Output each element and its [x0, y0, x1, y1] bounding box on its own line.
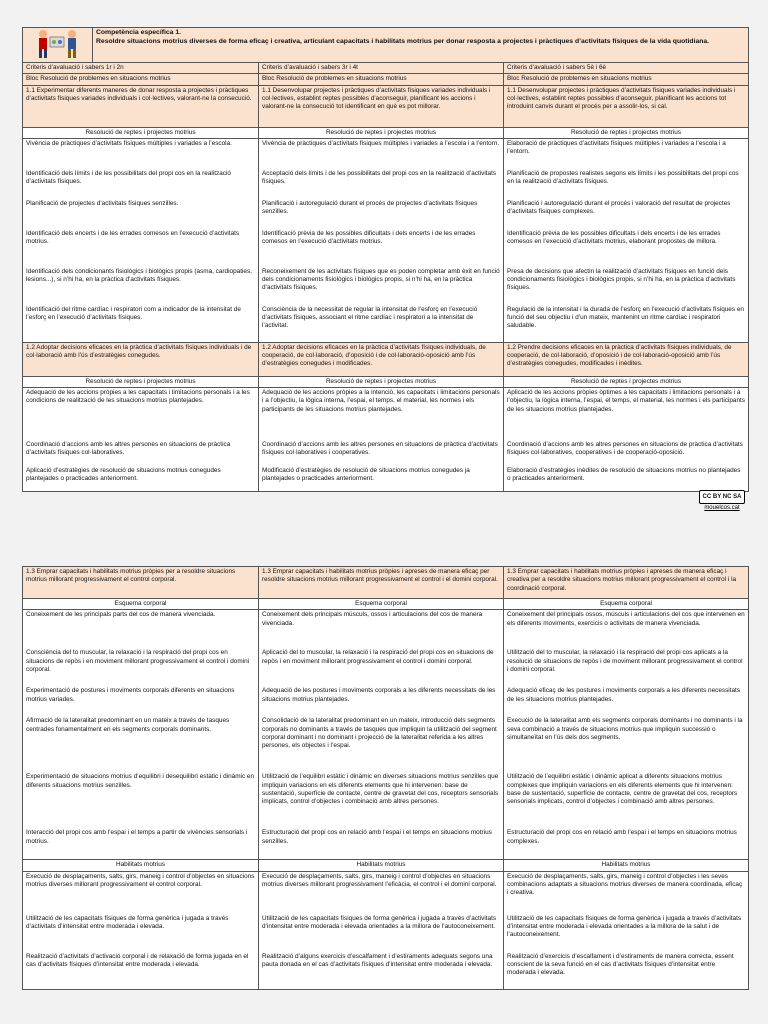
- section-reptes-b2: Resolució de reptes i projectes motrius: [259, 376, 504, 387]
- sabers-1-1-col2: [259, 138, 504, 342]
- list-item: Coordinació d’accions amb les altres persones en situacions de pràctica d’activitats físiques col·laboratives, cooperatives i de cooperació-oposició.: [507, 441, 743, 457]
- top-table-wrapper: [22, 27, 748, 492]
- competence-title: Competència específica 1.: [96, 29, 181, 36]
- section-reptes-1: Resolució de reptes i projectes motrius: [23, 127, 259, 138]
- list-item: Consolidació de la lateralitat predominant en un mateix, introducció dels segments corporals no dominants a través de tasques que impliquin la utilització del segment corporal dominant i no dominant i projecció de la lateralitat referida a les altres persones, els objectes i l’espai.: [262, 717, 497, 750]
- list-item: Utilització de les capacitats físiques de forma genèrica i jugada a través d’activitats d’intensitat entre moderada i elevada.: [26, 914, 229, 930]
- list-item: Acceptació dels límits i de les possibilitats del propi cos en la realització d’activitats físiques.: [262, 169, 497, 186]
- section-esquema-2: Esquema corporal: [259, 599, 504, 610]
- sabers-habilitats-col2: [259, 871, 504, 989]
- list-item: Utilització de l’equilibri estàtic i dinàmic aplicat a diferents situacions motrius complexes que impliquin variacions en els diferents elements que hi intervenen: base de sustentació, superfície de contacte, centre de gravetat del cos, receptors sensorials implicats, control d’objectes i combinació amb altres persones.: [507, 773, 738, 806]
- list-item: Realització d’activitats d’activació corporal i de relaxació de forma jugada en el cas d’activitats físiques d’intensitat entre moderada i elevada.: [26, 952, 249, 968]
- section-habilitats-2: Habilitats motrius: [259, 860, 504, 871]
- criterion-1-3-col3: 1.3 Emprar capacitats i habilitats motrius pròpies i apreses de manera eficaç i creativa per a resoldre situacions motrius millorant progressivament el control i la coordinació corporal.: [504, 567, 749, 599]
- list-item: Regulació de la intensitat i la durada de l’esforç en l’execució d’activitats físiques en funció del seu objectiu i d’un mateix, mantenint un ritme cardíac i respiratori saludable.: [507, 305, 744, 330]
- website-link[interactable]: mouelcos.cat: [704, 505, 740, 511]
- list-item: Interacció del propi cos amb l’espai i el temps a partir de vivències sensorials i motrius.: [26, 829, 248, 845]
- sabers-esquema-col3: [504, 610, 749, 860]
- list-item: Coneixement dels principals músculs, ossos i articulacions del cos de manera vivenciada.: [262, 611, 483, 627]
- section-reptes-b1: Resolució de reptes i projectes motrius: [23, 376, 259, 387]
- list-item: Coneixement de les principals parts del cos de manera vivenciada.: [26, 611, 216, 619]
- list-item: Coordinació d’accions amb les altres persones en situacions de pràctica d’activitats físiques col·laboratives i cooperatives.: [262, 441, 498, 457]
- list-item: Elaboració d’estratègies inèdites de resolució de situacions motrius no plantejades o practicades anteriorment.: [507, 467, 741, 483]
- criterion-1-1-col3: 1.1 Desenvolupar projectes i pràctiques d’activitats físiques variades individuals i col·lectives, establint reptes possibles d’aconseguir, planificant les accions tot introduint canvis durant el procés per a assolir-los, si cal.: [504, 85, 749, 127]
- list-item: Identificació prèvia de les possibles dificultats i dels encerts i de les errades comesos en l’execució d’activitats motrius, elaborant propostes de millora.: [507, 229, 721, 246]
- list-item: Adequació de les accions pròpies a la intenció, les capacitats i limitacions personals i a l’objectiu, la lògica interna, l’espai, el temps, el material, les normes i els participants de les situacions motrius plantejades.: [262, 389, 500, 413]
- list-item: Modificació d’estratègies de resolució de situacions motrius conegudes ja plantejades o practicades anteriorment.: [262, 467, 470, 483]
- section-esquema-3: Esquema corporal: [504, 599, 749, 610]
- sabers-1-2-col3: [504, 388, 749, 492]
- list-item: Experimentació de postures i moviments corporals diferents en situacions motrius variades.: [26, 687, 235, 703]
- list-item: Coordinació d’accions amb les altres persones en situacions de pràctica d’activitats físiques col·laboratives.: [26, 441, 231, 457]
- list-item: Adequació de les postures i moviments corporals a les diferents necessitats de les situacions motrius plantejades.: [262, 687, 496, 703]
- list-item: Experimentació de situacions motrius d’equilibri i desequilibri estàtic i dinàmic en diferents situacions motrius senzilles.: [26, 773, 255, 789]
- criteria-header-1-2: Criteris d’avaluació i sabers 1r i 2n: [23, 63, 259, 74]
- criterion-1-3-col1: 1.3 Emprar capacitats i habilitats motrius pròpies per a resoldre situacions motrius millorant progressivament el control corporal.: [23, 567, 259, 599]
- competence-header: [93, 28, 749, 63]
- section-reptes-b3: Resolució de reptes i projectes motrius: [504, 376, 749, 387]
- list-item: Estructuració del propi cos en relació amb l’espai i el temps en situacions motrius senzilles.: [262, 829, 492, 845]
- list-item: Estructuració del propi cos en relació amb l’espai i el temps en situacions motrius complexes.: [507, 829, 737, 845]
- section-esquema-1: Esquema corporal: [23, 599, 259, 610]
- list-item: Identificació dels condicionants fisiològics i biològics propis (asma, cardiopaties, lesions...), si n’hi ha, en la pràctica d’activitats físiques.: [26, 267, 252, 284]
- list-item: Utilització de l’equilibri estàtic i dinàmic en diverses situacions motrius senzilles que impliquin variacions en els diferents elements que hi intervenen: base de sustentació, superfície de contacte, centre de gravetat del cos, receptors sensorials implicats, control d’objectes i combinació amb altres persones.: [262, 773, 499, 806]
- list-item: Planificació de propostes realistes segons els límits i les possibilitats del propi cos en la realització d’activitats físiques.: [507, 169, 739, 186]
- sabers-1-2-col2: [259, 388, 504, 492]
- list-item: Realització d’alguns exercicis d’escalfament i d’estiraments adequats segons una pauta donada en el cas d’activitats físiques d’intensitat entre moderada i elevada.: [262, 952, 493, 968]
- creative-commons-license: [698, 485, 746, 511]
- competence-description: Resoldre situacions motrius diverses de forma eficaç i creativa, articulant capacitats i habilitats motrius per donar resposta a projectes i pràctiques d’activitats físiques de la vida quotidiana.: [96, 37, 710, 45]
- children-logo-icon: [23, 28, 92, 62]
- list-item: Identificació del ritme cardíac i respiratori com a indicador de la intensitat de l’esforç en l’execució d’activitats físiques.: [26, 305, 241, 322]
- section-reptes-2: Resolució de reptes i projectes motrius: [259, 127, 504, 138]
- list-item: Realització d’exercicis d’escalfament i d’estiraments de manera correcta, essent conscient de la seva funció en el cas d’activitats físiques d’intensitat entre moderada i elevada.: [507, 952, 734, 977]
- sabers-1-1-col1: [23, 138, 259, 342]
- list-item: Utilització de les capacitats físiques de forma genèrica i jugada a través d’activitats d’intensitat entre moderada i elevada orientades a la millora de la salut i de l’autoconeixement.: [507, 914, 742, 939]
- list-item: Aplicació del to muscular, la relaxació i la respiració del propi cos en situacions de repòs i en moviment millorant progressivament el control i domini corporal.: [262, 649, 494, 665]
- bottom-table-wrapper: [22, 566, 748, 990]
- sabers-habilitats-col3: [504, 871, 749, 989]
- list-item: Aplicació d’estratègies de resolució de situacions motrius conegudes plantejades o practicades anteriorment.: [26, 467, 221, 483]
- list-item: Planificació de projectes d’activitats físiques senzilles.: [26, 199, 179, 207]
- section-reptes-3: Resolució de reptes i projectes motrius: [504, 127, 749, 138]
- list-item: Elaboració de pràctiques d’activitats físiques múltiples i variades a l’escola i a l’entorn.: [507, 139, 726, 156]
- list-item: Afirmació de la lateralitat predominant en un mateix a través de tasques centrades fonamentalment en els segments corporals dominants.: [26, 717, 230, 733]
- list-item: Aplicació de les accions pròpies òptimes a les capacitats i limitacions personals i a l’objectiu, la lògica interna, l’espai, el temps, el material, les normes i els participants de les situacions motrius plantejades.: [507, 389, 745, 413]
- section-habilitats-3: Habilitats motrius: [504, 860, 749, 871]
- logo-cell: [23, 28, 93, 63]
- list-item: Execució de desplaçaments, salts, girs, maneig i control d’objectes en situacions motrius diverses millorant progressivament l’eficàcia, el control i el domini corporal.: [262, 872, 497, 888]
- list-item: Identificació prèvia de les possibles dificultats i dels encerts i de les errades comesos en l’execució d’activitats motrius.: [262, 229, 476, 246]
- list-item: Adequació de les accions pròpies a les capacitats i limitacions personals i a les condicions de realització de les situacions motrius plantejades.: [26, 389, 250, 405]
- list-item: Coneixement del principals ossos, músculs i articulacions del cos que intervenen en els diferents moviments, exercicis o activitats de manera vivenciada.: [507, 611, 745, 627]
- section-habilitats-1: Habilitats motrius: [23, 860, 259, 871]
- list-item: Presa de decisions que afectin la realització d’activitats físiques en funció dels condicionaments fisiològics i biològics propis, si n’hi ha, en la pràctica d’activitats físiques.: [507, 267, 736, 292]
- list-item: Execució de la lateralitat amb els segments corporals dominants i no dominants i la seva combinació a través de situacions motrius que impliquin successió o simultaneïtat en l’ús dels dos segments.: [507, 717, 743, 741]
- criterion-1-2-col3: 1.2 Prendre decisions eficaces en la pràctica d’activitats físiques individuals, de cooperació, de col·laboració, d’oposició i de col·laboració-oposició amb l’ús d’estratègies conegudes, modificades i inèdites.: [504, 342, 749, 376]
- sabers-1-2-col1: [23, 388, 259, 492]
- bloc-label-1: Bloc Resolució de problemes en situacions motrius: [23, 74, 259, 85]
- list-item: Execució de desplaçaments, salts, girs, maneig i control d’objectes en situacions motrius diverses millorant progressivament el control corporal.: [26, 872, 255, 888]
- list-item: Adequació eficaç de les postures i moviments corporals a les diferents necessitats de les situacions motrius plantejades.: [507, 687, 741, 703]
- sabers-habilitats-col1: [23, 871, 259, 989]
- list-item: Vivència de pràctiques d’activitats físiques múltiples i variades a l’escola.: [26, 139, 232, 147]
- criterion-1-1-col1: 1.1 Experimentar diferents maneres de donar resposta a projectes i pràctiques d’activitats físiques variades individuals i col·lectives, valorant-ne la consecució.: [23, 85, 259, 127]
- list-item: Identificació dels encerts i de les errades comesos en l’execució d’activitats motrius.: [26, 229, 240, 246]
- bloc-label-3: Bloc Resolució de problemes en situacions motrius: [504, 74, 749, 85]
- list-item: Execució de desplaçaments, salts, girs, maneig i control d’objectes i les seves combinacions adaptats a situacions motrius diverses de manera coordinada, eficaç i creativa.: [507, 872, 743, 897]
- sabers-1-1-col3: [504, 138, 749, 342]
- list-item: Utilització de les capacitats físiques de forma genèrica i jugada a través d’activitats d’intensitat entre moderada i elevada orientades a la millora de l’autoconeixement.: [262, 914, 497, 930]
- list-item: Identificació dels límits i de les possibilitats del propi cos en la realització d’activitats físiques.: [26, 169, 231, 186]
- list-item: Reconeixement de les activitats físiques que es poden completar amb èxit en funció dels condicionaments fisiològics i biològics propis, si n’hi ha, en la pràctica d’activitats físiques.: [262, 267, 500, 292]
- sabers-esquema-col2: [259, 610, 504, 860]
- list-item: Planificació i autoregulació durant el procés de projectes d’activitats físiques senzilles.: [262, 199, 478, 216]
- list-item: Consciència del to muscular, la relaxació i la respiració del propi cos en situacions de repòs i en moviment millorant progressivament el control i domini corporal.: [26, 649, 250, 673]
- criterion-1-3-col2: 1.3 Emprar capacitats i habilitats motrius pròpies i apreses de manera eficaç per resoldre situacions motrius millorant progressivament el control i el domini corporal.: [259, 567, 504, 599]
- criteria-table-part-2: [22, 566, 749, 990]
- list-item: Consciència de la necessitat de regular la intensitat de l’esforç en l’execució d’activitats físiques, associant el ritme cardíac i respiratori a la intensitat de l’activitat.: [262, 305, 478, 330]
- criterion-1-1-col2: 1.1 Desenvolupar projectes i pràctiques d’activitats físiques variades individuals i col·lectives, establint reptes possibles d’aconseguir, planificant les accions i valorant-ne la consecució tot identificant en què es pot millorar.: [259, 85, 504, 127]
- cc-license-icon: CC BY NC SA: [699, 490, 745, 504]
- sabers-esquema-col1: [23, 610, 259, 860]
- criterion-1-2-col1: 1.2 Adoptar decisions eficaces en la pràctica d’activitats físiques individuals i de col·laboració amb l’ús d’estratègies conegudes.: [23, 342, 259, 376]
- list-item: Utilització del to muscular, la relaxació i la respiració del propi cos aplicats a la resolució de situacions de repòs i de moviment millorant progressivament el control i domini corporal.: [507, 649, 743, 673]
- criterion-1-2-col2: 1.2 Adoptar decisions eficaces en la pràctica d’activitats físiques individuals, de cooperació, de col·laboració, d’oposició i de col·laboració-oposició amb l’ús d’estratègies conegudes i modificades.: [259, 342, 504, 376]
- list-item: Planificació i autoregulació durant el procés i valoració del resultat de projectes d’activitats físiques complexes.: [507, 199, 731, 216]
- criteria-header-5-6: Criteris d’avaluació i sabers 5è i 6è: [504, 63, 749, 74]
- criteria-table-part-1: [22, 27, 749, 492]
- bloc-label-2: Bloc Resolució de problemes en situacions motrius: [259, 74, 504, 85]
- criteria-header-3-4: Criteris d’avaluació i sabers 3r i 4t: [259, 63, 504, 74]
- list-item: Vivència de pràctiques d’activitats físiques múltiples i variades a l’escola i a l’entorn.: [262, 139, 500, 147]
